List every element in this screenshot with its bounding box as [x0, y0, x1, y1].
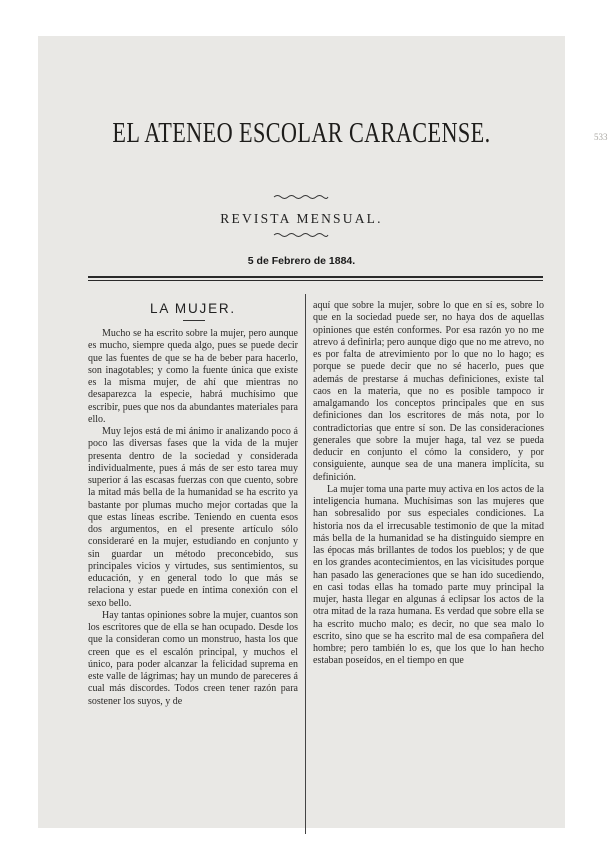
- left-column: [88, 328, 298, 708]
- article-title: LA MUJER.: [150, 301, 236, 316]
- ornament-divider-top: [274, 194, 328, 200]
- paragraph: Muy lejos está de mi ánimo ir analizando poco á poco las diversas fases que la vida de la mujer presenta dentro de la sociedad y considerada individualmente, pues á más de ser esto tarea muy superior á las escasas fuerzas con que cuento, sobre la mitad más bella de la humanidad se ha escrito ya bastante por plumas mucho mejor cortadas que la que estas líneas escribe. Teniendo en cuenta esos dos argumentos, en el presente artículo sólo consideraré en la mujer, estudiando en conjunto y sin guardar un método preconcebido, sus principales vicios y virtudes, sus sentimientos, su educación, y en general todo lo que más se relaciona y estar puede en íntima conexión con el sexo bello.: [88, 426, 298, 609]
- column-divider: [305, 294, 306, 834]
- newspaper-page: [38, 36, 608, 828]
- header-rule-thin: [88, 280, 543, 281]
- paragraph: Mucho se ha escrito sobre la mujer, pero aunque es mucho, siempre queda algo, pues se puede decir que las fuentes de que se ha de beber para hacerlo, son inagotables; y como la fuente única que existe es la misma mujer, de ahí que mientras no desaparezca la especie, habrá muchísimo que escribir, pues que nos da abundantes materiales para ello.: [88, 328, 298, 425]
- paragraph: aquí que sobre la mujer, sobre lo que en sí es, sobre lo que en la sociedad puede ser, no haya dos de aquellas opiniones que estén conformes. Por esa razón yo no me atrevo á definirla; pero aunque digo que no me atrevo, no es por falta de atrevimiento por lo que no lo hago; es porque se puede decir que no sé hacerlo, pues que además de prestarse á muchas definiciones, existe tal caos en la materia, que no es posible tampoco ir amalgamando los conceptos principales que en sus definiciones dan los escritores de más nota, por lo contradictorias que entre sí son. De las consideraciones generales que sobre la mujer haga, tal vez se pueda deducir en conjunto el cómo la considero, y por consiguiente, aunque sea de una manera implícita, su definición.: [313, 300, 544, 483]
- right-column: [313, 300, 544, 668]
- ornament-divider-bottom: [274, 232, 328, 238]
- title-dash: [183, 320, 205, 321]
- masthead-title: EL ATENEO ESCOLAR CARACENSE.: [112, 118, 491, 149]
- publication-subtitle: REVISTA MENSUAL.: [220, 211, 383, 226]
- paragraph: Hay tantas opiniones sobre la mujer, cuantos son los escritores que de ella se han ocupado. Desde los que la consideran como un monstruo, hasta los que creen que es el escalón principal, y muchos el único, para poder alcanzar la felicidad suprema en este valle de lágrimas; hay un mundo de pareceres á cual más discordes. Todos creen tener razón para sostener los suyos, y de: [88, 609, 298, 707]
- issue-date: 5 de Febrero de 1884.: [247, 255, 356, 267]
- header-rule-thick: [88, 276, 543, 278]
- page-number: 533: [594, 132, 608, 142]
- paragraph: La mujer toma una parte muy activa en los actos de la inteligencia humana. Muchísimas son las mujeres que han sobresalido por sus especiales condiciones. La historia nos da el irrecusable testimonio de que la mitad más bella de la humanidad se ha distinguido siempre en las épocas más brillantes de todos los pueblos; y de que en los grandes acontecimientos, en las vicisitudes porque han pasado las generaciones que se han ido sucediendo, en casi todas ellas ha tomado parte muy principal la mujer, hasta llegar en algunas á eclipsar los actos de la otra mitad de la raza humana. Es verdad que sobre ella se ha escrito mucho malo; es decir, no que sea malo lo escrito, sino que se ha escrito mal de esa compañera del hombre; pero también lo es, que los que lo han hecho estaban poseídos, en el tiempo en que: [313, 483, 544, 667]
